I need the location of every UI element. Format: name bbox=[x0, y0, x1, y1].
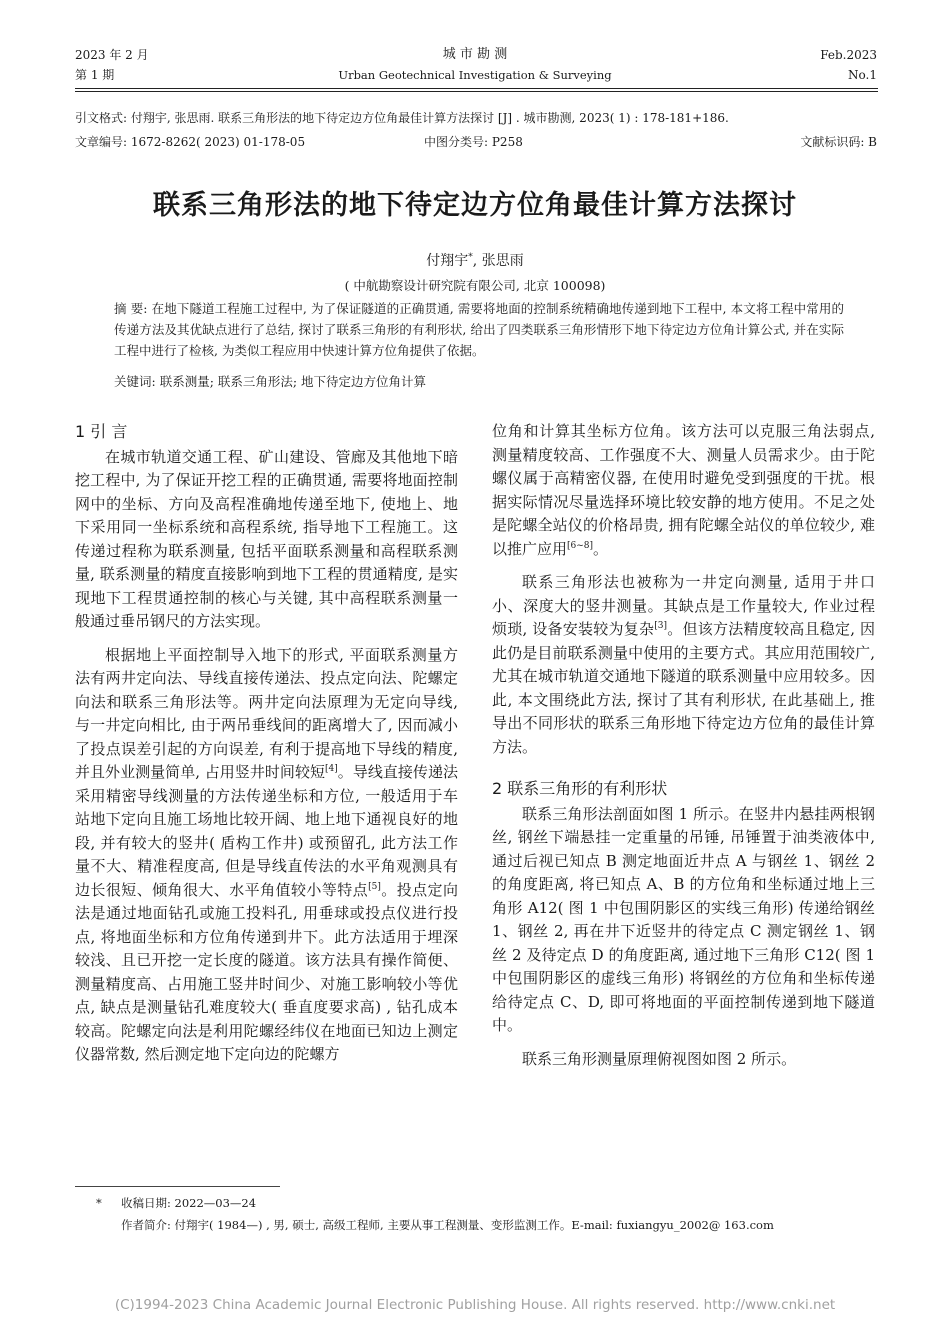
journal-name-en: Urban Geotechnical Investigation & Surveying bbox=[338, 68, 612, 82]
received-date: 收稿日期: 2022—03—24 bbox=[121, 1196, 257, 1210]
paragraph-2-part-b: 。导线直接传递法采用精密导线测量的方法传递坐标和方位, 一般适用于车站地下定向且施工场地比较开阔、地上地下通视良好的地段, 并有较大的竖井( 盾构工作井) 或预留孔, 此方法工作量不大、精准程度高, 但是导线直传法的水平角观测具有边长很短、倾角很大、水平角值较小等特点 bbox=[75, 763, 458, 899]
paragraph-4-part-b: 。但该方法精度较高且稳定, 因此仍是目前联系测量中使用的主要方式。其应用范围较广, 尤其在城市轨道交通地下隧道的联系测量中应用较多。因此, 本文围绕此方法, 探讨了其有利形状, 在此基础上, 推导出不同形状的联系三角形地下待定边方位角的最佳计算方法。 bbox=[492, 620, 875, 756]
paragraph-2 bbox=[75, 644, 458, 1067]
author-rest: , 张思雨 bbox=[472, 253, 524, 269]
header-rule bbox=[75, 88, 878, 89]
citation-format: 引文格式: 付翔宇, 张思雨. 联系三角形法的地下待定边方位角最佳计算方法探讨 [J] . 城市勘测, 2023( 1) : 178-181+186. bbox=[75, 111, 729, 125]
paragraph-4 bbox=[492, 571, 875, 759]
keywords bbox=[114, 371, 844, 392]
paragraph-5: 联系三角形法剖面如图 1 所示。在竖井内悬挂两根钢丝, 钢丝下端悬挂一定重量的吊锤, 吊锤置于油类液体中, 通过后视已知点 B 测定地面近井点 A 与钢丝 1、钢丝 2 的角度距离, 将已知点 A、B 的方位角和坐标通过地上三角形 A12( 图 1 中包围阴影区的实线三角形) 传递给钢丝 1、钢丝 2, 再在井下近竖井的待定点 C 测定钢丝 1、钢丝 2 及待定点 D 的角度距离, 通过地下三角形 C12( 图 1 中包围阴影区的虚线三角形) 将钢丝的方位角和坐标传递给待定点 C、D, 即可将地面的平面控制传递到地下隧道中。 bbox=[492, 804, 875, 1034]
copyright-watermark: (C)1994-2023 China Academic Journal Electronic Publishing House. All rights reserved. http://www.cnki.net bbox=[114, 1297, 836, 1313]
paragraph-2-part-a: 根据地上平面控制导入地下的形式, 平面联系测量方法有两井定向法、导线直接传递法、投点定向法、陀螺定向法和联系三角形法等。两井定向法原理为无定向导线, 与一井定向相比, 由于两吊垂线间的距离增大了, 因而减小了投点误差引起的方向误差, 有利于提高地下导线的精度, 并且外业测量简单, 占用竖井时间较短 bbox=[75, 645, 458, 781]
reference-3: [3] bbox=[654, 621, 667, 631]
paragraph-2-part-c: 。投点定向法是通过地面钻孔或施工投料孔, 用垂球或投点仪进行投点, 将地面坐标和方位角传递到井下。此方法适用于埋深较浅、且已开挖一定长度的隧道。该方法具有操作简便、测量精度高、占用施工竖井时间少、对施工影响较小等优点, 缺点是测量钻孔难度较大( 垂直度要求高) , 钻孔成本较高。陀螺定向法是利用陀螺经纬仪在地面已知边上测定仪器常数, 然后测定地下定向边的陀螺方 bbox=[75, 880, 458, 1063]
section-1-heading: 1 引 言 bbox=[75, 422, 128, 441]
section-2-heading: 2 联系三角形的有利形状 bbox=[492, 779, 668, 798]
clc-number: 中图分类号: P258 bbox=[424, 135, 523, 149]
header-issue-en: No.1 bbox=[848, 68, 877, 82]
author-first: 付翔宇 bbox=[426, 253, 469, 269]
affiliation: ( 中航勘察设计研究院有限公司, 北京 100098) bbox=[344, 278, 606, 293]
left-column bbox=[75, 420, 458, 1067]
right-column bbox=[492, 420, 875, 1071]
abstract-label: 摘 要: bbox=[114, 301, 152, 316]
author-mark: * bbox=[468, 252, 473, 263]
reference-4: [4] bbox=[325, 764, 338, 774]
paragraph-4-part-a: 联系三角形法也被称为一井定向测量, 适用于井口小、深度大的竖井测量。其缺点是工作量较大, 作业过程烦琐, 设备安装较为复杂 bbox=[492, 573, 875, 638]
abstract bbox=[114, 298, 844, 361]
paper-title: 联系三角形法的地下待定边方位角最佳计算方法探讨 bbox=[153, 190, 797, 221]
authors bbox=[0, 250, 950, 270]
footnote-mark: * bbox=[96, 1196, 102, 1210]
paragraph-3-part-b: 。 bbox=[593, 539, 609, 558]
header-date: 2023 年 2 月 bbox=[75, 48, 149, 62]
paragraph-6: 联系三角形测量原理俯视图如图 2 所示。 bbox=[522, 1049, 797, 1068]
reference-5: [5] bbox=[368, 881, 381, 892]
paragraph-1: 在城市轨道交通工程、矿山建设、管廊及其他地下暗挖工程中, 为了保证开挖工程的正确贯通, 需要将地面控制网中的坐标、方向及高程准确地传递至地下, 使地上、地下采用同一坐标系统和高程系统, 指导地下工程施工。这传递过程称为联系测量, 包括平面联系测量和高程联系测量, 联系测量的精度直接影响到地下工程的贯通精度, 是实现地下工程贯通控制的核心与关键, 其中高程联系测量一般通过垂吊钢尺的方法实现。 bbox=[75, 447, 458, 630]
author-bio: 作者简介: 付翔宇( 1984—) , 男, 硕士, 高级工程师, 主要从事工程测量、变形监测工作。E-mail: fuxiangyu_2002@ 163.com bbox=[121, 1218, 774, 1232]
keywords-text: 联系测量; 联系三角形法; 地下待定边方位角计算 bbox=[159, 374, 427, 389]
footnote-rule bbox=[75, 1186, 280, 1187]
keywords-label: 关键词: bbox=[114, 374, 160, 389]
journal-name-cn: 城 市 勘 测 bbox=[442, 47, 508, 62]
paragraph-3 bbox=[492, 420, 875, 561]
abstract-text: 在地下隧道工程施工过程中, 为了保证隧道的正确贯通, 需要将地面的控制系统精确地传递到地下工程中, 本文将工程中常用的传递方法及其优缺点进行了总结, 探讨了联系三角形的有利形状, 给出了四类联系三角形情形下地下待定边方位角计算公式, 并在实际工程中进行了检核, 为类似工程应用中快速计算方位角提供了依据。 bbox=[114, 301, 844, 358]
header-rule-2 bbox=[75, 91, 878, 92]
reference-6-8: [6~8] bbox=[567, 540, 594, 551]
header-issue: 第 1 期 bbox=[75, 68, 115, 82]
article-number: 文章编号: 1672-8262( 2023) 01-178-05 bbox=[75, 135, 306, 149]
document-code: 文献标识码: B bbox=[800, 135, 877, 149]
header-date-en: Feb.2023 bbox=[820, 48, 877, 62]
paragraph-3-part-a: 位角和计算其坐标方位角。该方法可以克服三角法弱点, 测量精度较高、工作强度不大、测量人员需求少。由于陀螺仪属于高精密仪器, 在使用时避免受到强度的干扰。根据实际情况尽量选择环境比较安静的地方使用。不足之处是陀螺全站仪的价格昂贵, 拥有陀螺全站仪的单位较少, 难以推广应用 bbox=[492, 422, 875, 558]
